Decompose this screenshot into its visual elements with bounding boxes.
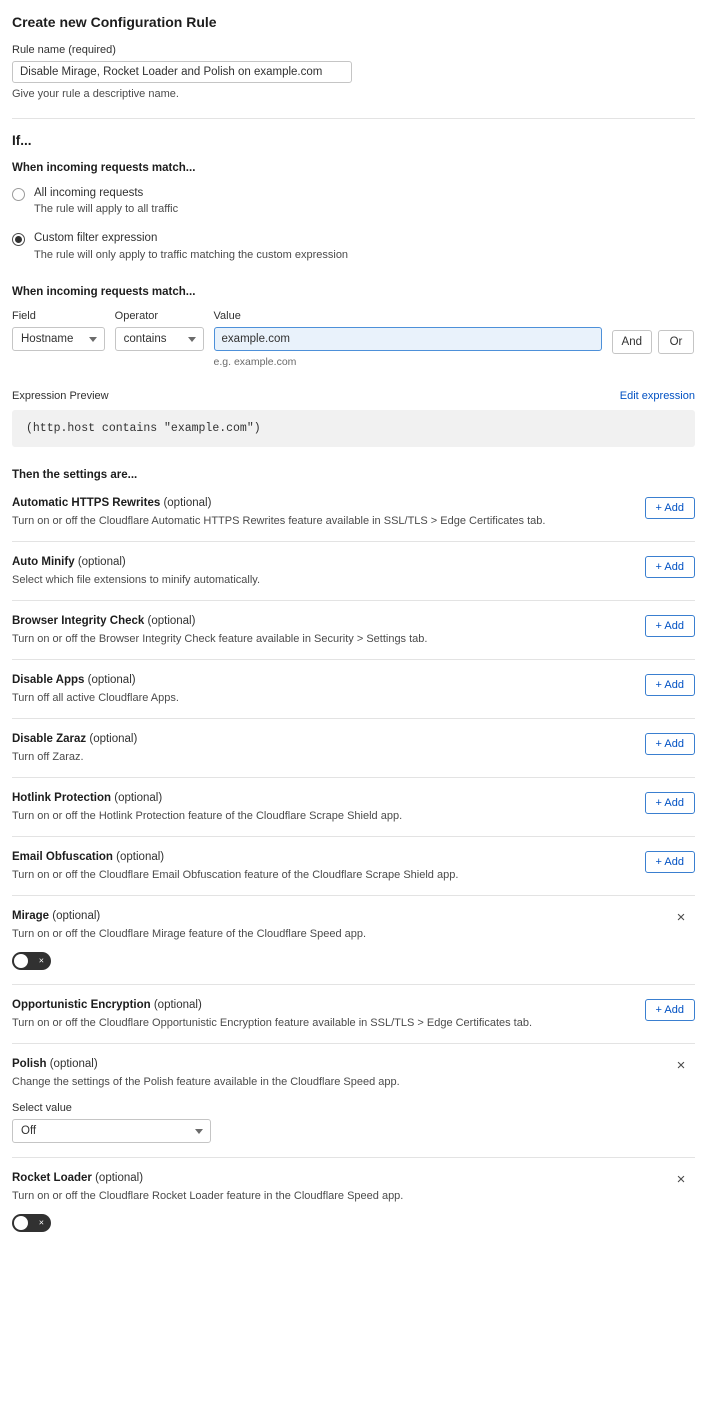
setting-description: Turn on or off the Cloudflare Mirage feature of the Cloudflare Speed app. <box>12 928 367 941</box>
setting-optional: (optional) <box>153 999 202 1012</box>
setting-description: Turn on or off the Cloudflare Rocket Loader feature in the Cloudflare Speed app. <box>12 1190 404 1203</box>
field-select[interactable] <box>12 327 105 351</box>
mirage-toggle[interactable] <box>12 952 51 970</box>
setting-description: Turn on or off the Cloudflare Opportunistic Encryption feature available in SSL/TLS > Edge Certificates tab. <box>12 1017 533 1030</box>
expression-preview-box: (http.host contains "example.com") <box>12 410 695 447</box>
expression-preview-label: Expression Preview <box>12 390 109 403</box>
add-button-automatic-https-rewrites[interactable]: + Add <box>645 497 695 519</box>
setting-name: Opportunistic Encryption <box>12 999 151 1012</box>
rule-name-input[interactable] <box>12 61 352 83</box>
setting-title <box>12 792 695 804</box>
setting-optional: (optional) <box>147 615 196 628</box>
setting-optional: (optional) <box>52 910 101 923</box>
add-button-browser-integrity-check[interactable]: + Add <box>645 615 695 637</box>
add-button-email-obfuscation[interactable]: + Add <box>645 851 695 873</box>
setting-rocket-loader <box>12 1157 695 1246</box>
setting-description: Change the settings of the Polish feature available in the Cloudflare Speed app. <box>12 1076 400 1089</box>
setting-mirage <box>12 895 695 984</box>
setting-description: Turn on or off the Cloudflare Automatic HTTPS Rewrites feature available in SSL/TLS > Edge Certificates tab. <box>12 515 546 528</box>
field-label: Field <box>12 310 36 323</box>
add-button-disable-zaraz[interactable]: + Add <box>645 733 695 755</box>
polish-select-label: Select value <box>12 1102 72 1115</box>
value-input[interactable] <box>214 327 602 351</box>
operator-label: Operator <box>114 310 159 323</box>
remove-mirage-icon[interactable]: × <box>676 909 686 927</box>
setting-title <box>12 556 695 568</box>
toggle-knob <box>14 1216 28 1230</box>
setting-optional: (optional) <box>114 792 163 805</box>
toggle-knob <box>14 954 28 968</box>
setting-optional: (optional) <box>77 556 126 569</box>
setting-optional: (optional) <box>95 1172 144 1185</box>
and-button[interactable]: And <box>612 330 652 354</box>
operator-select-value: contains <box>123 333 167 346</box>
rule-name-help: Give your rule a descriptive name. <box>12 88 179 100</box>
chevron-down-icon <box>89 337 97 342</box>
add-button-opportunistic-encryption[interactable]: + Add <box>645 999 695 1021</box>
divider <box>12 118 695 119</box>
radio-indicator-all[interactable] <box>12 188 25 201</box>
setting-name: Email Obfuscation <box>12 851 113 864</box>
filter-subheading: When incoming requests match... <box>12 286 196 299</box>
setting-title <box>12 1058 695 1070</box>
toggle-off-icon: × <box>38 955 44 966</box>
setting-title <box>12 1172 695 1184</box>
rule-name-label: Rule name (required) <box>12 44 116 56</box>
chevron-down-icon <box>195 1129 203 1134</box>
edit-expression-link[interactable]: Edit expression <box>619 390 695 403</box>
setting-name: Automatic HTTPS Rewrites <box>12 497 161 510</box>
expression-preview-header <box>12 390 695 402</box>
remove-rocket-loader-icon[interactable]: × <box>676 1171 686 1189</box>
setting-browser-integrity-check <box>12 600 695 659</box>
setting-name: Disable Zaraz <box>12 733 87 746</box>
rocket-loader-toggle[interactable] <box>12 1214 51 1232</box>
field-select-value: Hostname <box>21 333 74 346</box>
setting-polish <box>12 1043 695 1157</box>
setting-opportunistic-encryption <box>12 984 695 1043</box>
setting-title <box>12 674 695 686</box>
radio-label-all: All incoming requests <box>34 187 144 199</box>
or-button[interactable]: Or <box>658 330 694 354</box>
setting-description: Turn off all active Cloudflare Apps. <box>12 692 179 705</box>
radio-desc-custom: The rule will only apply to traffic matching the custom expression <box>34 248 349 261</box>
polish-select-value: Off <box>21 1125 37 1138</box>
setting-email-obfuscation <box>12 836 695 895</box>
setting-name: Mirage <box>12 910 50 923</box>
setting-name: Hotlink Protection <box>12 792 112 805</box>
setting-name: Disable Apps <box>12 674 85 687</box>
setting-name: Rocket Loader <box>12 1172 92 1185</box>
value-hint: e.g. example.com <box>213 356 297 369</box>
if-section-subheading: When incoming requests match... <box>12 162 196 174</box>
setting-optional: (optional) <box>87 674 136 687</box>
radio-all-incoming-requests[interactable] <box>12 186 694 217</box>
radio-indicator-custom[interactable] <box>12 233 25 246</box>
radio-desc-all: The rule will apply to all traffic <box>34 203 179 216</box>
setting-optional: (optional) <box>116 851 165 864</box>
if-section-heading: If... <box>12 133 32 148</box>
setting-title <box>12 999 695 1011</box>
radio-label-custom: Custom filter expression <box>34 232 158 245</box>
setting-name: Browser Integrity Check <box>12 615 145 628</box>
setting-optional: (optional) <box>49 1058 98 1071</box>
setting-hotlink-protection <box>12 777 695 836</box>
setting-description: Turn on or off the Cloudflare Email Obfuscation feature of the Cloudflare Scrape Shield app. <box>12 869 459 882</box>
setting-title <box>12 851 695 863</box>
toggle-off-icon: × <box>38 1217 44 1228</box>
setting-disable-zaraz <box>12 718 695 777</box>
radio-custom-filter-expression[interactable] <box>12 231 694 262</box>
setting-description: Select which file extensions to minify automatically. <box>12 574 261 587</box>
remove-polish-icon[interactable]: × <box>676 1057 686 1075</box>
operator-select[interactable] <box>115 327 204 351</box>
setting-name: Polish <box>12 1058 47 1071</box>
setting-automatic-https-rewrites <box>12 481 695 541</box>
add-button-disable-apps[interactable]: + Add <box>645 674 695 696</box>
setting-optional: (optional) <box>89 733 138 746</box>
add-button-hotlink-protection[interactable]: + Add <box>645 792 695 814</box>
add-button-auto-minify[interactable]: + Add <box>645 556 695 578</box>
chevron-down-icon <box>188 337 196 342</box>
value-label: Value <box>213 310 241 323</box>
setting-description: Turn on or off the Hotlink Protection feature of the Cloudflare Scrape Shield app. <box>12 810 403 823</box>
setting-optional: (optional) <box>163 497 212 510</box>
setting-disable-apps <box>12 659 695 718</box>
setting-title <box>12 497 695 509</box>
setting-title <box>12 615 695 627</box>
setting-auto-minify <box>12 541 695 600</box>
setting-title <box>12 910 695 922</box>
polish-select[interactable] <box>12 1119 211 1143</box>
filter-row <box>12 310 694 368</box>
setting-description: Turn off Zaraz. <box>12 751 84 764</box>
setting-title <box>12 733 695 745</box>
setting-name: Auto Minify <box>12 556 75 569</box>
page-title: Create new Configuration Rule <box>12 14 217 30</box>
setting-description: Turn on or off the Browser Integrity Check feature available in Security > Settings tab. <box>12 633 428 646</box>
then-section-heading: Then the settings are... <box>12 469 138 482</box>
settings-list <box>12 481 694 1246</box>
